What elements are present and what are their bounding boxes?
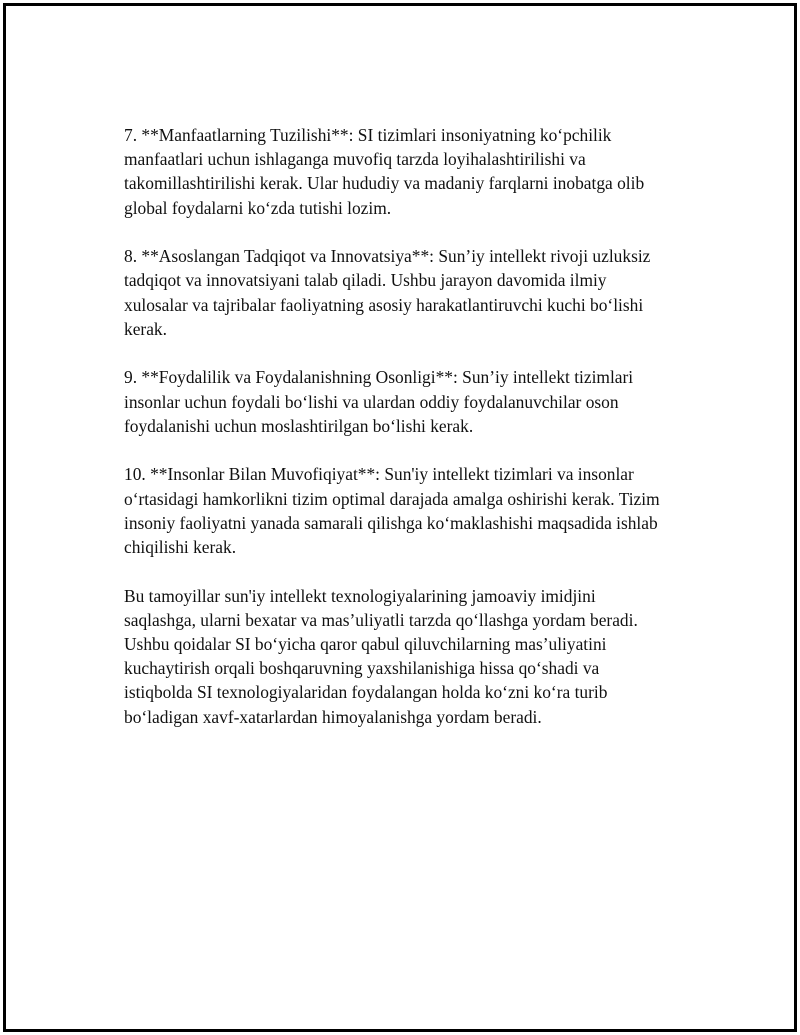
document-body [124,123,704,753]
page-border [3,3,797,1032]
paragraph-principle-10: 10. **Insonlar Bilan Muvofiqiyat**: Sun'iy intellekt tizimlari va insonlar o‘rtasidagi hamkorlikni tizim optimal darajada amalga oshirishi kerak. Tizim insoniy faoliyatni yanada samarali qilishga ko‘maklashishi maqsadida ishlab chiqilishi kerak. [124,464,660,558]
paragraph-conclusion: Bu tamoyillar sun'iy intellekt texnologiyalarining jamoaviy imidjini saqlashga, ularni bexatar va mas’uliyatli tarzda qo‘llashga yordam beradi. Ushbu qoidalar SI bo‘yicha qaror qabul qiluvchilarning mas’uliyatini kuchaytirish orqali boshqaruvning yaxshilanishiga hissa qo‘shadi va istiqbolda SI texnologiyalaridan foydalangan holda ko‘zni ko‘ra turib bo‘ladigan xavf-xatarlardan himoyalanishga yordam beradi. [124,585,638,727]
paragraph-principle-7: 7. **Manfaatlarning Tuzilishi**: SI tizimlari insoniyatning ko‘pchilik manfaatlari uchun ishlaganga muvofiq tarzda loyihalashtirilishi va takomillashtirilishi kerak. Ular hududiy va madaniy farqlarni inobatga olib global foydalarni ko‘zda tutishi lozim. [124,125,645,218]
paragraph-principle-8: 8. **Asoslangan Tadqiqot va Innovatsiya**: Sun’iy intellekt rivoji uzluksiz tadqiqot va innovatsiyani talab qiladi. Ushbu jarayon davomida ilmiy xulosalar va tajribalar faoliyatning asosiy harakatlantiruvchi kuchi bo‘lishi kerak. [124,246,651,339]
paragraph-principle-9: 9. **Foydalilik va Foydalanishning Osonligi**: Sun’iy intellekt tizimlari insonlar uchun foydali bo‘lishi va ulardan oddiy foydalanuvchilar oson foydalanishi uchun moslashtirilgan bo‘lishi kerak. [124,367,634,436]
